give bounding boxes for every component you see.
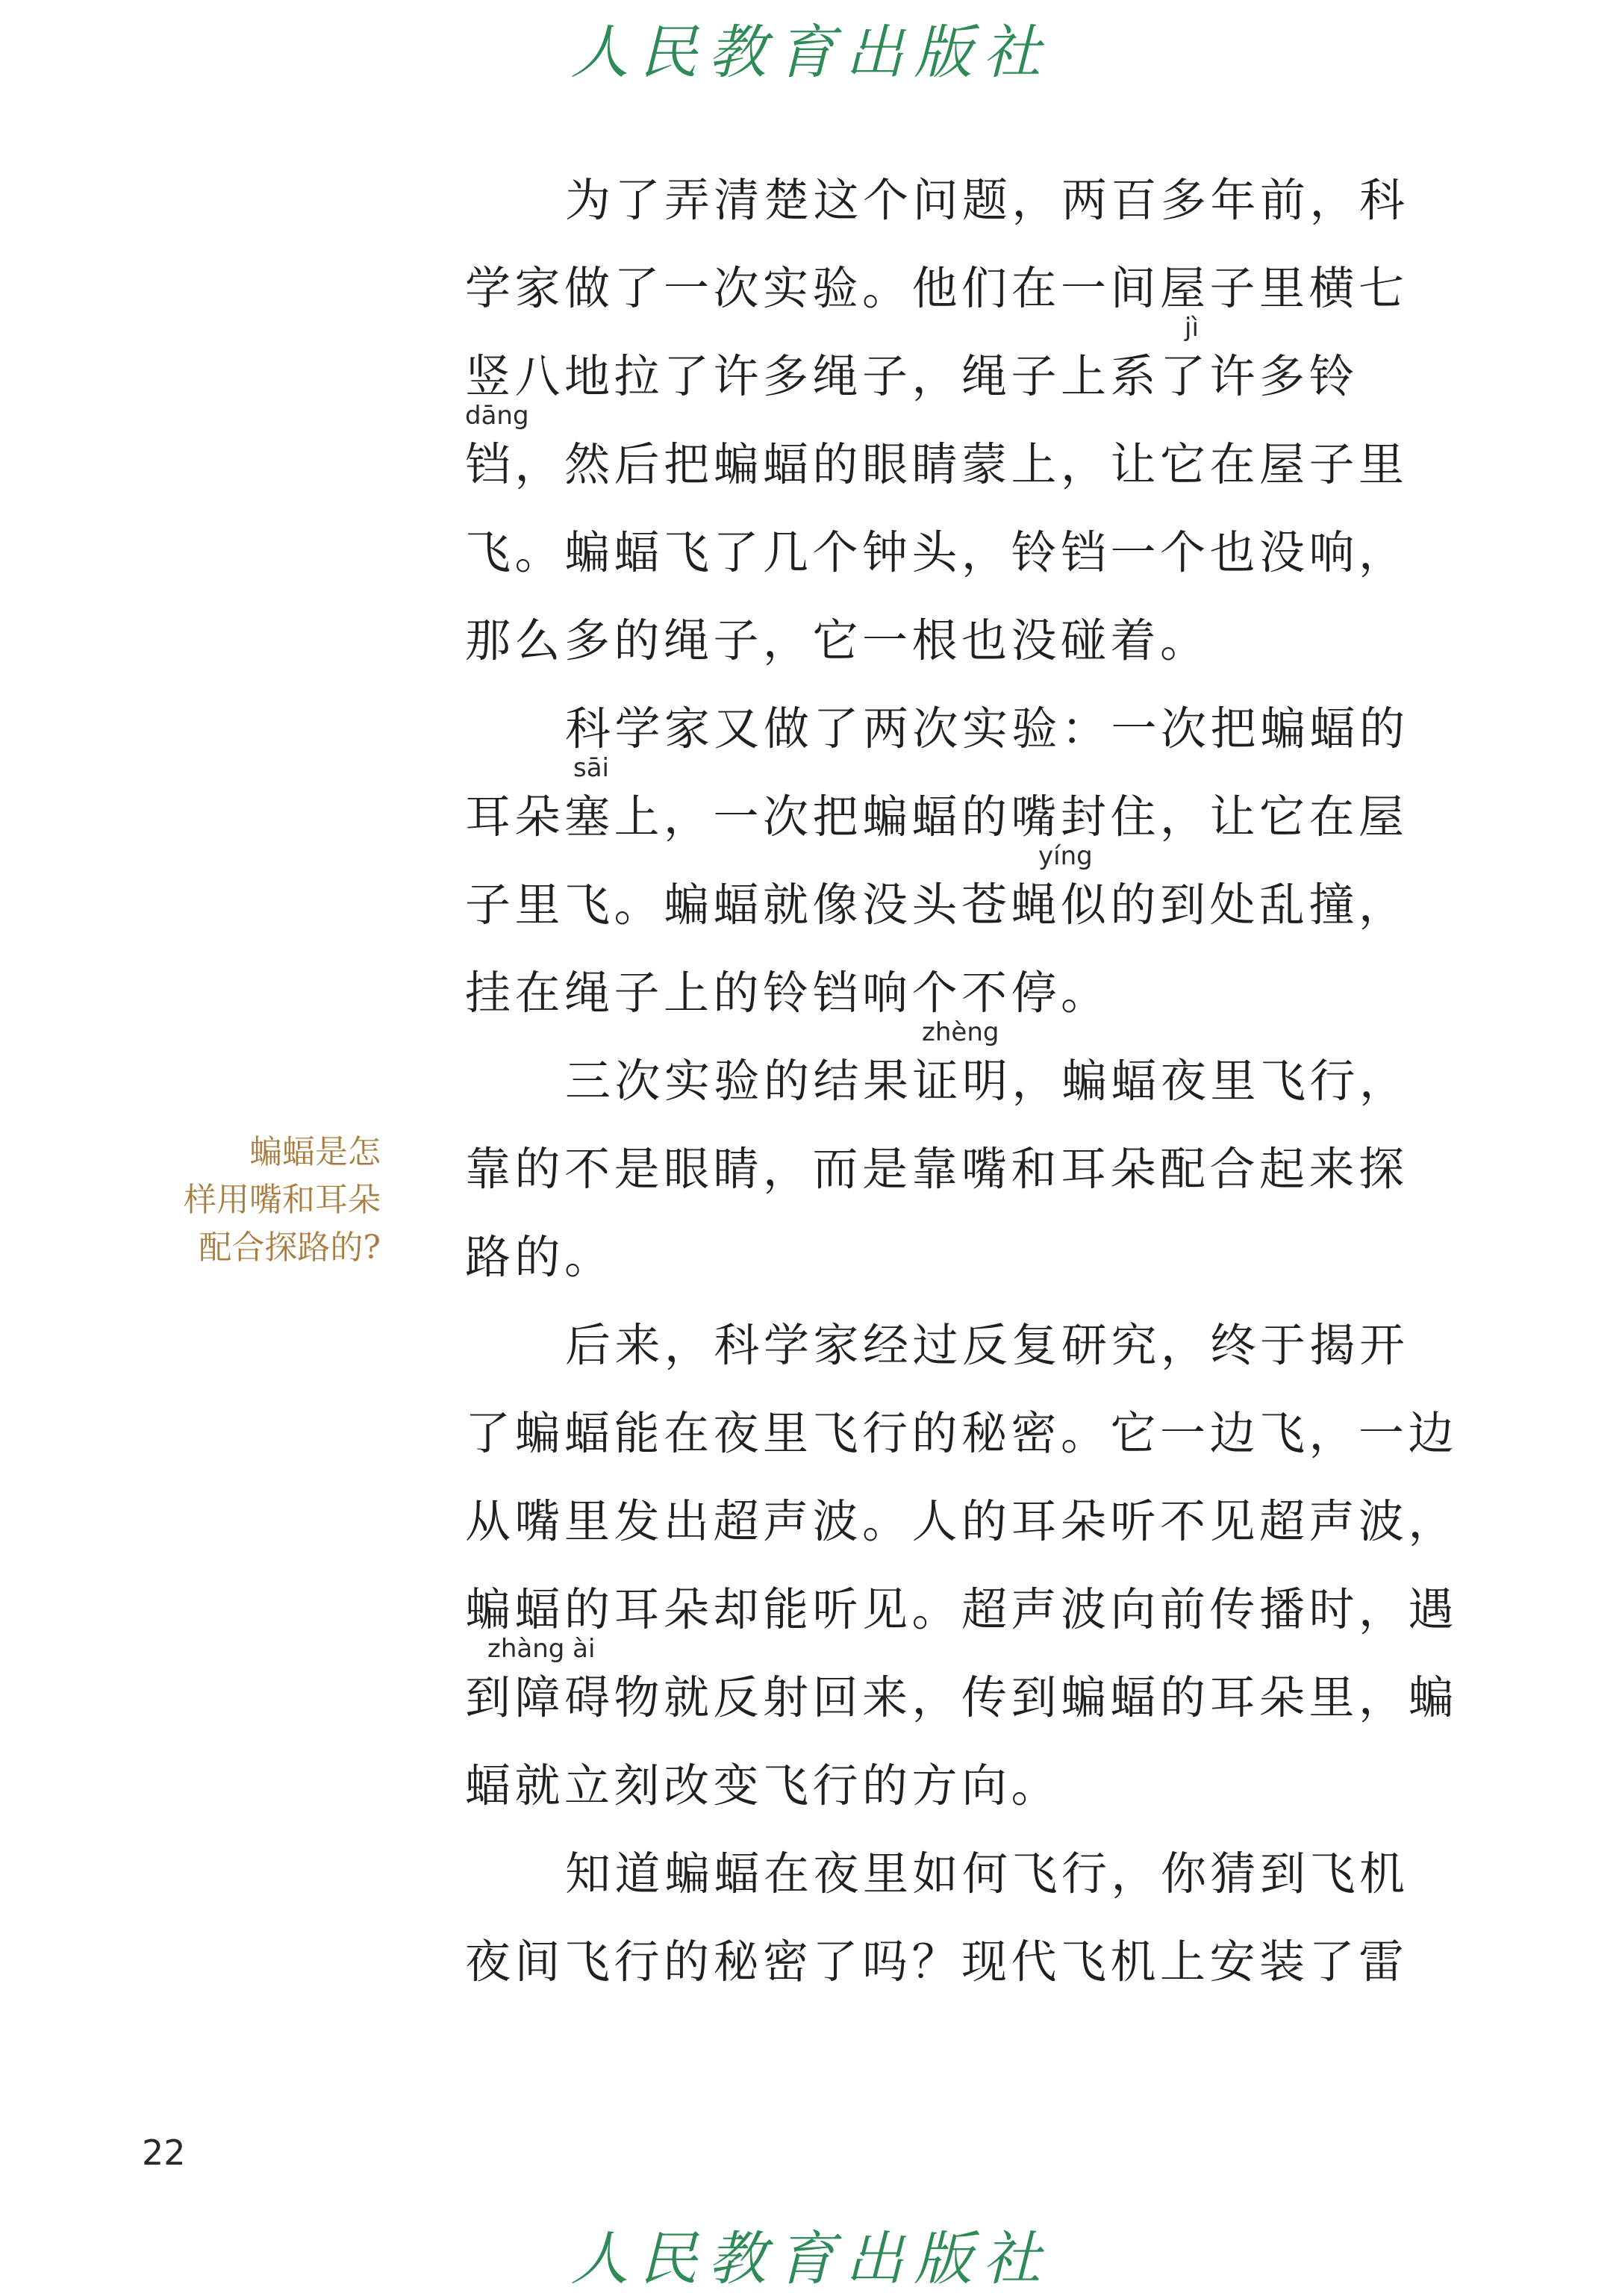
pinyin-annotation: jì <box>1185 313 1199 343</box>
text-line: dāng 铛，然后把蝙蝠的眼睛蒙上，让它在屋子里 <box>465 401 1409 491</box>
text-line: 蝙蝠的耳朵却能听见。超声波向前传播时，遇 <box>465 1583 1459 1636</box>
text-line: 路的。 <box>465 1231 614 1284</box>
pinyin-annotation: dāng <box>465 401 529 431</box>
main-text <box>465 157 1459 2006</box>
pinyin-annotation: zhàng ài <box>487 1634 596 1664</box>
text-line: yíng 子里飞。蝙蝠就像没头苍蝇似的到处乱撞， <box>465 841 1409 932</box>
text-line: 后来，科学家经过反复研究，终于揭开 <box>565 1319 1409 1372</box>
margin-note-line: 配合探路的? <box>199 1229 381 1267</box>
text-line: 靠的不是眼睛，而是靠嘴和耳朵配合起来探 <box>465 1143 1409 1196</box>
text-line: 那么多的绳子，它一根也没碰着。 <box>465 614 1210 667</box>
text-line: 挂在绳子上的铃铛响个不停。 <box>465 967 1111 1020</box>
pinyin-annotation: yíng <box>1038 841 1093 871</box>
text-line: zhàng ài 到障碍物就反射回来，传到蝙蝠的耳朵里，蝙 <box>465 1634 1459 1724</box>
text-line: 为了弄清楚这个问题，两百多年前，科 <box>565 174 1409 227</box>
text-line: 科学家又做了两次实验：一次把蝙蝠的 <box>565 702 1409 755</box>
text-line: 知道蝙蝠在夜里如何飞行，你猜到飞机 <box>565 1847 1409 1900</box>
text-line: zhèng 三次实验的结果证明，蝙蝠夜里飞行， <box>565 1017 1409 1108</box>
margin-question-note <box>142 1129 381 1272</box>
text-line: 学家做了一次实验。他们在一间屋子里横七 <box>465 262 1409 315</box>
text-line: 从嘴里发出超声波。人的耳朵听不见超声波， <box>465 1495 1459 1548</box>
page-number: 22 <box>142 2133 186 2173</box>
publisher-logo-footer: 人民教育出版社 <box>570 2226 1052 2293</box>
text-line: 飞。蝙蝠飞了几个钟头，铃铛一个也没响， <box>465 526 1409 579</box>
margin-note-line: 样用嘴和耳朵 <box>184 1181 381 1219</box>
text-line: 了蝙蝠能在夜里飞行的秘密。它一边飞，一边 <box>465 1407 1459 1460</box>
text-line: sāi 耳朵塞上，一次把蝙蝠的嘴封住，让它在屋 <box>465 753 1409 843</box>
margin-note-line: 蝙蝠是怎 <box>249 1133 381 1171</box>
text-line: 夜间飞行的秘密了吗？现代飞机上安装了雷 <box>465 1935 1409 1988</box>
text-line: 蝠就立刻改变飞行的方向。 <box>465 1759 1061 1812</box>
pinyin-annotation: zhèng <box>922 1017 999 1047</box>
text-line: jì 竖八地拉了许多绳子，绳子上系了许多铃 <box>465 313 1359 403</box>
publisher-logo-header: 人民教育出版社 <box>570 19 1052 87</box>
pinyin-annotation: sāi <box>573 753 609 783</box>
